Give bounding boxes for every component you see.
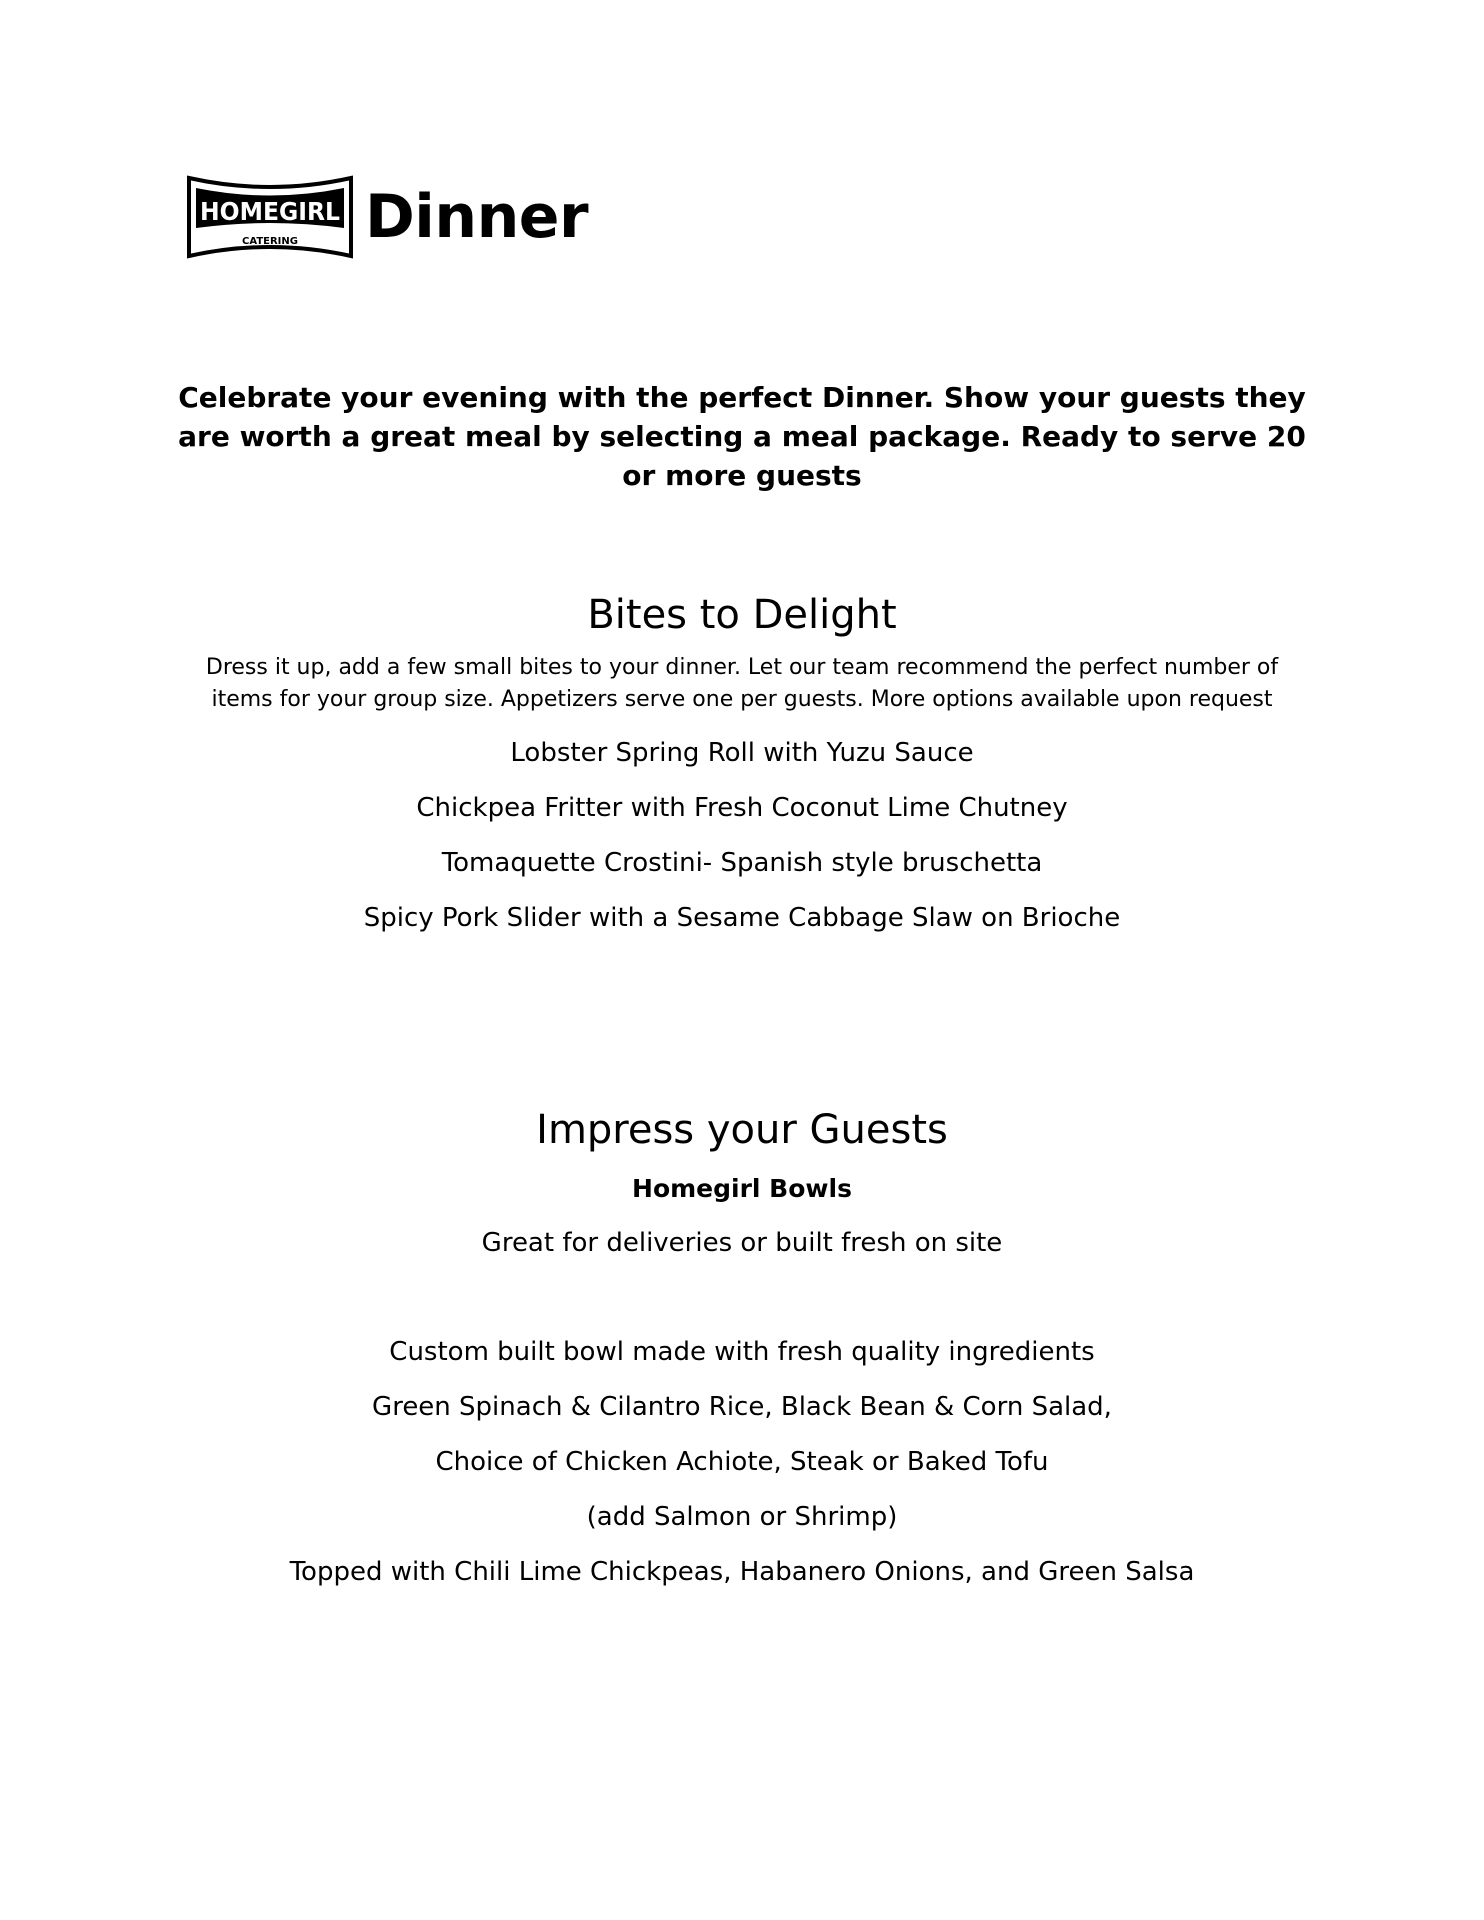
svg-text:HOMEGIRL: HOMEGIRL — [200, 197, 341, 226]
impress-section — [160, 1105, 1324, 1600]
homegirl-catering-logo — [185, 172, 355, 262]
page-title: Dinner — [365, 182, 589, 252]
menu-item: Custom built bowl made with fresh quality ingredients — [389, 1337, 1095, 1367]
menu-item: Green Spinach & Cilantro Rice, Black Bean & Corn Salad, — [372, 1392, 1112, 1422]
spacer — [160, 1271, 1324, 1325]
bites-section — [160, 590, 1324, 946]
bowls-tagline: Great for deliveries or built fresh on site — [481, 1228, 1003, 1258]
bites-description: Dress it up, add a few small bites to your dinner. Let our team recommend the perfect number of items for your group size. Appetizers serve one per guests. More options available upon request — [205, 655, 1279, 712]
menu-item: Chickpea Fritter with Fresh Coconut Lime Chutney — [416, 793, 1068, 823]
menu-item: Spicy Pork Slider with a Sesame Cabbage Slaw on Brioche — [363, 903, 1121, 933]
section-heading-impress: Impress your Guests — [536, 1107, 948, 1153]
svg-text:CATERING: CATERING — [242, 236, 298, 247]
page-header — [185, 172, 588, 262]
menu-item: Tomaquette Crostini- Spanish style bruschetta — [441, 848, 1043, 878]
menu-item: Topped with Chili Lime Chickpeas, Habanero Onions, and Green Salsa — [289, 1557, 1195, 1587]
bowls-menu-list — [160, 1325, 1324, 1600]
homegirl-bowls-subheading: Homegirl Bowls — [632, 1174, 852, 1203]
menu-item: Choice of Chicken Achiote, Steak or Baked Tofu — [435, 1447, 1049, 1477]
section-heading-bites: Bites to Delight — [587, 592, 897, 638]
bites-menu-list — [160, 726, 1324, 946]
intro-text: Celebrate your evening with the perfect Dinner. Show your guests they are worth a great meal by selecting a meal package. Ready to serve 20 or more guests — [178, 381, 1306, 492]
menu-item: Lobster Spring Roll with Yuzu Sauce — [510, 738, 974, 768]
menu-item: (add Salmon or Shrimp) — [586, 1502, 898, 1532]
